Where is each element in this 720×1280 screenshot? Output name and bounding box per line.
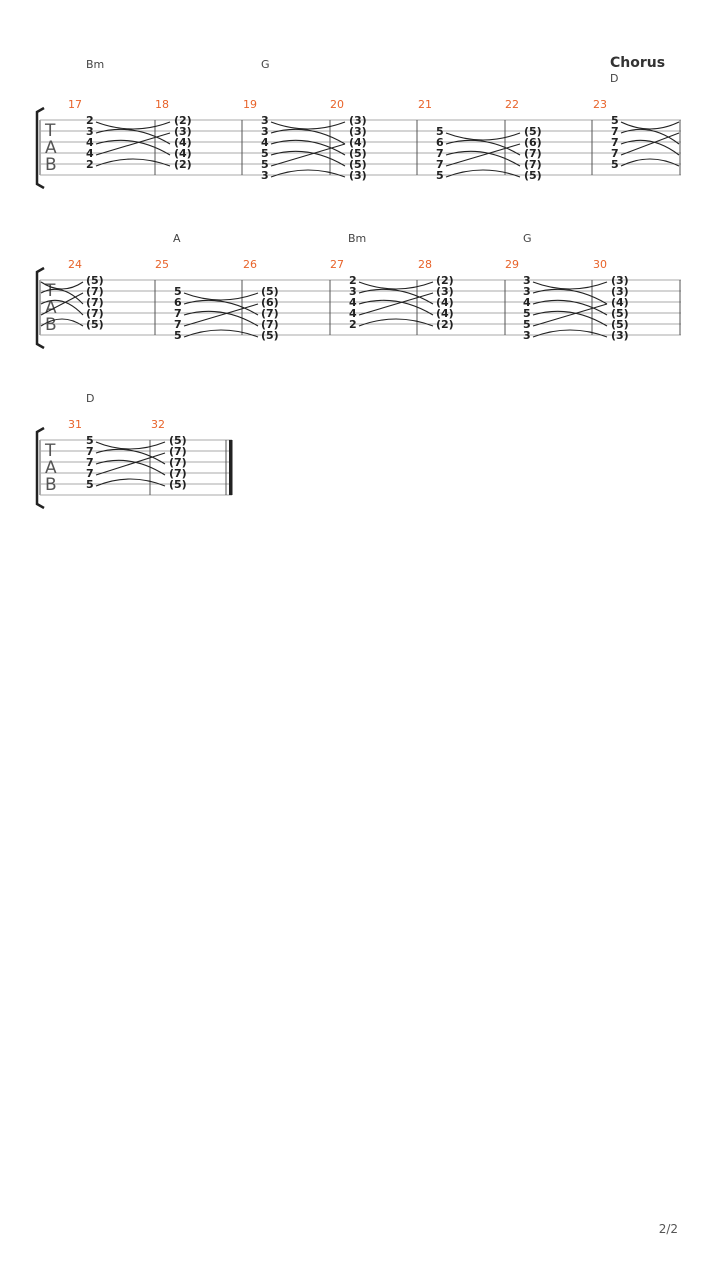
fret-number: 4 xyxy=(261,136,269,149)
tab-letter-t: T xyxy=(45,121,56,141)
fret-number: 2 xyxy=(86,158,94,171)
fret-number: (2) xyxy=(436,274,454,287)
fret-number: (4) xyxy=(174,147,192,160)
fret-number: 5 xyxy=(611,114,619,127)
fret-number: 3 xyxy=(523,329,531,342)
bar-number: 19 xyxy=(243,98,257,111)
fret-number: 7 xyxy=(86,445,94,458)
fret-number: 5 xyxy=(86,478,94,491)
fret-number: 7 xyxy=(436,147,444,160)
fret-number: (3) xyxy=(174,125,192,138)
fret-number: 5 xyxy=(261,158,269,171)
fret-number: (5) xyxy=(524,169,542,182)
note-column xyxy=(174,114,192,171)
fret-number: 3 xyxy=(523,285,531,298)
fret-number: (6) xyxy=(261,296,279,309)
tab-letter-b: B xyxy=(45,155,57,175)
fret-number: 7 xyxy=(611,136,619,149)
fret-number: 7 xyxy=(86,456,94,469)
fret-number: 5 xyxy=(611,158,619,171)
system-1 xyxy=(37,55,681,188)
fret-number: 7 xyxy=(611,147,619,160)
barlines xyxy=(150,440,233,495)
fret-number: 5 xyxy=(174,329,182,342)
fret-number: 7 xyxy=(611,125,619,138)
bar-number: 26 xyxy=(243,258,257,271)
bar-number: 21 xyxy=(418,98,432,111)
bar-number: 27 xyxy=(330,258,344,271)
bar-number: 28 xyxy=(418,258,432,271)
fret-number: 2 xyxy=(349,318,357,331)
chord-label: D xyxy=(610,72,619,85)
fret-number: (6) xyxy=(524,136,542,149)
fret-number: 4 xyxy=(349,296,357,309)
fret-number: (3) xyxy=(611,274,629,287)
fret-number: (4) xyxy=(349,136,367,149)
fret-number: (7) xyxy=(169,467,187,480)
fret-number: 5 xyxy=(436,125,444,138)
note-column xyxy=(261,285,279,342)
fret-number: (5) xyxy=(261,329,279,342)
fret-number: 4 xyxy=(523,296,531,309)
fret-number: (7) xyxy=(524,158,542,171)
bar-number: 31 xyxy=(68,418,82,431)
fret-number: (3) xyxy=(349,125,367,138)
fret-number: 5 xyxy=(261,147,269,160)
note-column xyxy=(349,274,357,331)
note-column xyxy=(86,434,94,491)
fret-number: (5) xyxy=(524,125,542,138)
barlines xyxy=(155,120,680,175)
system-3 xyxy=(37,392,233,508)
bar-number: 25 xyxy=(155,258,169,271)
bar-number: 29 xyxy=(505,258,519,271)
staff-lines xyxy=(40,440,232,495)
tab-letter-a: A xyxy=(45,458,57,478)
bar-number: 18 xyxy=(155,98,169,111)
fret-number: 5 xyxy=(86,434,94,447)
fret-number: 5 xyxy=(523,318,531,331)
fret-number: 6 xyxy=(436,136,444,149)
fret-number: 7 xyxy=(174,318,182,331)
fret-number: (2) xyxy=(174,158,192,171)
fret-number: (5) xyxy=(169,478,187,491)
fret-number: 2 xyxy=(349,274,357,287)
tab-letter-a: A xyxy=(45,298,57,318)
note-column xyxy=(436,274,454,331)
tab-letter-t: T xyxy=(45,281,56,301)
fret-number: 4 xyxy=(86,147,94,160)
fret-number: (5) xyxy=(611,318,629,331)
final-barline xyxy=(229,440,233,495)
bar-number: 30 xyxy=(593,258,607,271)
fret-number: (7) xyxy=(86,296,104,309)
bar-number: 17 xyxy=(68,98,82,111)
note-column xyxy=(261,114,269,182)
chord-label: D xyxy=(86,392,95,405)
fret-number: (4) xyxy=(436,307,454,320)
tab-letter-t: T xyxy=(45,441,56,461)
note-column xyxy=(436,125,444,182)
fret-number: (3) xyxy=(349,169,367,182)
note-column xyxy=(611,114,619,171)
bar-number: 20 xyxy=(330,98,344,111)
chord-label: G xyxy=(261,58,270,71)
chord-label: Bm xyxy=(348,232,367,245)
note-column xyxy=(86,114,94,171)
fret-number: (5) xyxy=(86,274,104,287)
fret-number: 3 xyxy=(261,114,269,127)
fret-number: (3) xyxy=(349,114,367,127)
bar-number: 22 xyxy=(505,98,519,111)
fret-number: 3 xyxy=(86,125,94,138)
note-column xyxy=(86,274,104,331)
note-column xyxy=(349,114,367,182)
tie-marks xyxy=(96,442,165,486)
fret-number: 4 xyxy=(86,136,94,149)
page-number: 2/2 xyxy=(658,1222,678,1236)
fret-number: (7) xyxy=(86,285,104,298)
fret-number: (4) xyxy=(174,136,192,149)
chord-label: G xyxy=(523,232,532,245)
note-column xyxy=(169,434,187,491)
fret-number: 5 xyxy=(436,169,444,182)
fret-number: 5 xyxy=(174,285,182,298)
tab-letter-b: B xyxy=(45,475,57,495)
fret-number: 2 xyxy=(86,114,94,127)
section-title: Chorus xyxy=(610,55,666,71)
fret-number: (7) xyxy=(261,318,279,331)
bar-number: 24 xyxy=(68,258,82,271)
fret-number: (5) xyxy=(169,434,187,447)
fret-number: (7) xyxy=(86,307,104,320)
fret-number: (7) xyxy=(261,307,279,320)
fret-number: 7 xyxy=(86,467,94,480)
fret-number: (5) xyxy=(349,158,367,171)
fret-number: (3) xyxy=(611,285,629,298)
fret-number: 5 xyxy=(523,307,531,320)
system-2 xyxy=(37,232,681,348)
fret-number: 4 xyxy=(349,307,357,320)
fret-number: 7 xyxy=(174,307,182,320)
tab-letter-a: A xyxy=(45,138,57,158)
fret-number: (7) xyxy=(169,445,187,458)
chord-label: A xyxy=(173,232,181,245)
fret-number: 6 xyxy=(174,296,182,309)
fret-number: 7 xyxy=(436,158,444,171)
tab-letter-b: B xyxy=(45,315,57,335)
fret-number: (3) xyxy=(436,285,454,298)
note-column xyxy=(524,125,542,182)
fret-number: (4) xyxy=(436,296,454,309)
fret-number: 3 xyxy=(523,274,531,287)
note-column xyxy=(611,274,629,342)
fret-number: (4) xyxy=(611,296,629,309)
chord-label: Bm xyxy=(86,58,105,71)
fret-number: (2) xyxy=(436,318,454,331)
fret-number: (7) xyxy=(169,456,187,469)
fret-number: (5) xyxy=(611,307,629,320)
note-column xyxy=(174,285,182,342)
fret-number: (3) xyxy=(611,329,629,342)
fret-number: (5) xyxy=(261,285,279,298)
fret-number: (5) xyxy=(349,147,367,160)
fret-number: 3 xyxy=(261,125,269,138)
fret-number: (5) xyxy=(86,318,104,331)
note-column xyxy=(523,274,531,342)
bar-number: 32 xyxy=(151,418,165,431)
fret-number: 3 xyxy=(349,285,357,298)
fret-number: (7) xyxy=(524,147,542,160)
bar-number: 23 xyxy=(593,98,607,111)
fret-number: (2) xyxy=(174,114,192,127)
fret-number: 3 xyxy=(261,169,269,182)
